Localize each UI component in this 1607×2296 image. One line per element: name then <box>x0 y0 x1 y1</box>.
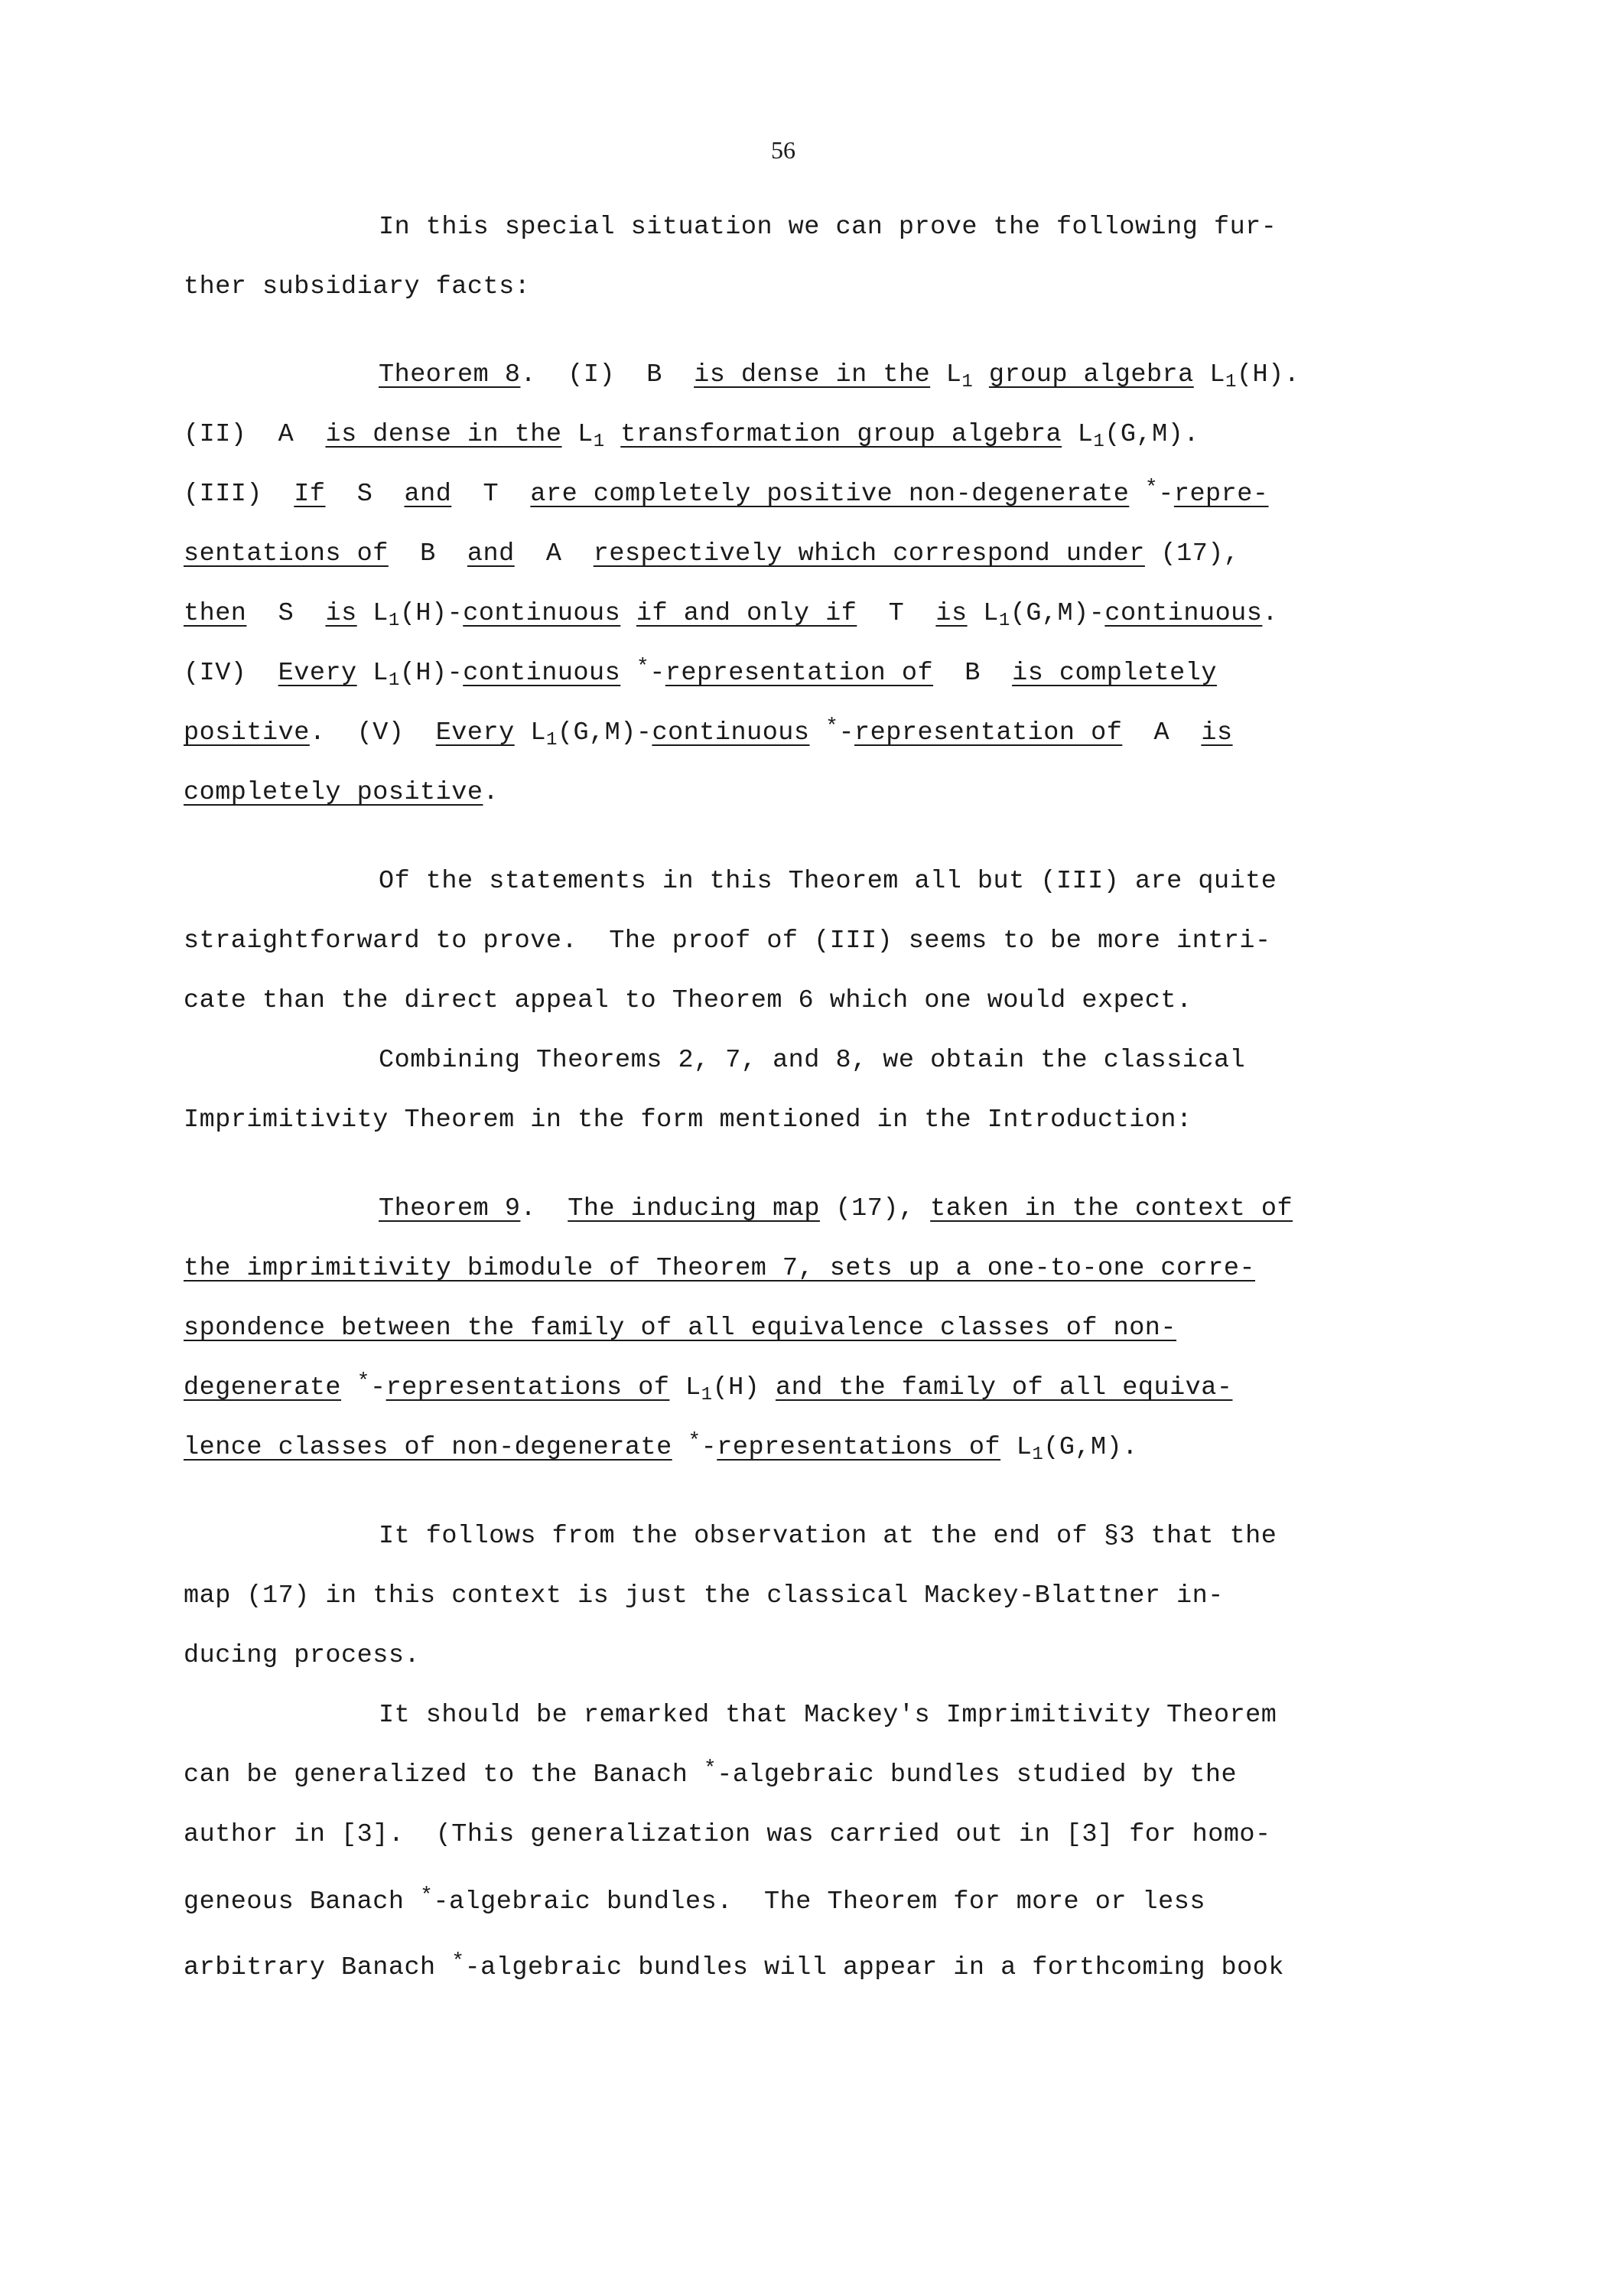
paragraph-3-line-1: Combining Theorems 2, 7, and 8, we obtain the classical <box>379 1046 1246 1075</box>
theorem-8-line-2: (II) A is dense in the $L_1$ transformation group algebra $L_1(G,M)$. <box>184 420 1199 452</box>
theorem-9-line-3: spondence between the family of all equivalence classes of non- <box>184 1314 1177 1343</box>
theorem-8-line-7: positive. (V) Every $L_1(G,M)$-continuous *-representation of A is <box>184 715 1233 751</box>
paragraph-4-line-2: map (17) in this context is just the classical Mackey-Blattner in- <box>184 1581 1224 1610</box>
paragraph-5-line-4: geneous Banach *-algebraic bundles. The Theorem for more or less <box>184 1884 1205 1917</box>
theorem-9-line-5: lence classes of non-degenerate *-representations of $L_1(G,M)$. <box>184 1430 1138 1465</box>
theorem-8-line-8: completely positive. <box>184 778 499 807</box>
paragraph-3-line-2: Imprimitivity Theorem in the form mentioned in the Introduction: <box>184 1106 1192 1135</box>
theorem-9-line-2: the imprimitivity bimodule of Theorem 7, sets up a one-to-one corre- <box>184 1254 1256 1283</box>
theorem-8-label: Theorem 8 <box>379 360 521 389</box>
theorem-8-line-4: sentations of B and A respectively which correspond under (17), <box>184 539 1240 568</box>
paragraph-1-line-2: ther subsidiary facts: <box>184 272 531 301</box>
paragraph-5-line-1: It should be remarked that Mackey's Imprimitivity Theorem <box>379 1701 1277 1730</box>
paragraph-2-line-2: straightforward to prove. The proof of (III) seems to be more intri- <box>184 927 1271 956</box>
paragraph-4-line-1: It follows from the observation at the end of §3 that the <box>379 1522 1277 1551</box>
paragraph-2-line-3: cate than the direct appeal to Theorem 6 which one would expect. <box>184 986 1192 1015</box>
theorem-8-line-3: (III) If S and T are completely positive non-degenerate *-repre- <box>184 477 1269 509</box>
theorem-9-line-4: degenerate *-representations of $L_1(H)$ and the family of all equiva- <box>184 1370 1233 1405</box>
theorem-9-label: Theorem 9 <box>379 1194 521 1223</box>
paragraph-1-line-1: In this special situation we can prove the following fur- <box>379 213 1277 242</box>
theorem-8-line-1: Theorem 8. (I) B is dense in the $L_1$ group algebra $L_1(H)$. <box>379 360 1300 392</box>
theorem-8-line-6: (IV) Every $L_1(H)$-continuous *-representation of B is completely <box>184 656 1217 691</box>
theorem-8-line-5: then S is $L_1(H)$-continuous if and only if T is $L_1(G,M)$-continuous. <box>184 599 1279 631</box>
paragraph-4-line-3: ducing process. <box>184 1641 421 1670</box>
paragraph-5-line-5: arbitrary Banach *-algebraic bundles will appear in a forthcoming book <box>184 1950 1284 1982</box>
theorem-9-line-1: Theorem 9. The inducing map (17), taken in the context of <box>379 1194 1293 1223</box>
paragraph-5-line-2: can be generalized to the Banach *-algebraic bundles studied by the <box>184 1757 1238 1790</box>
paragraph-5-line-3: author in [3]. (This generalization was carried out in [3] for homo- <box>184 1820 1271 1849</box>
page-number: 56 <box>771 136 795 164</box>
paragraph-2-line-1: Of the statements in this Theorem all but (III) are quite <box>379 867 1277 896</box>
